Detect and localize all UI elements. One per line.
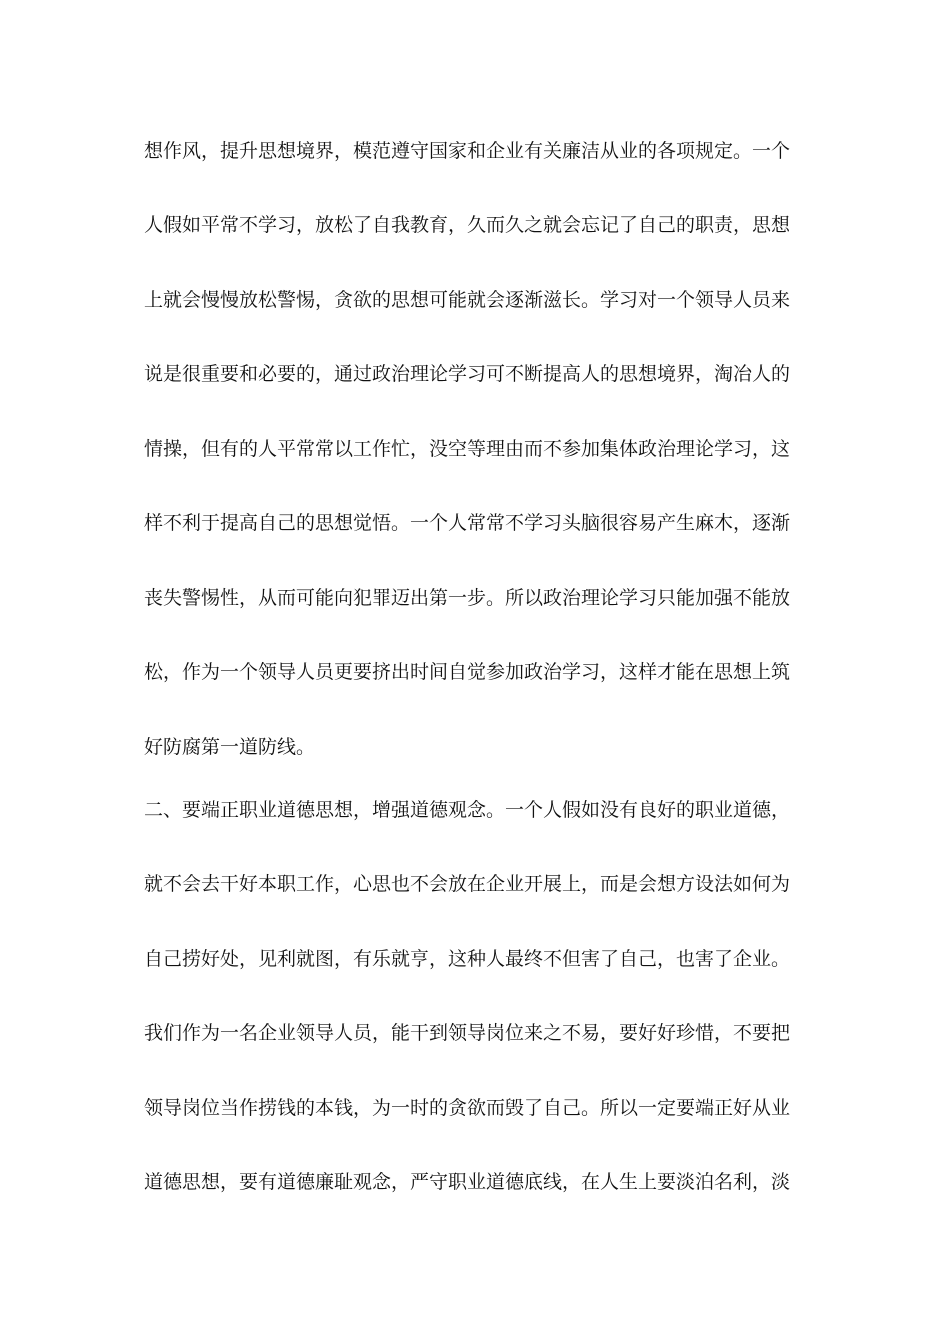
text-line-14: 领导岗位当作捞钱的本钱，为一时的贪欲而毁了自己。所以一定要端正好从业 [144,1097,791,1119]
text-line-3: 上就会慢慢放松警惕，贪欲的思想可能就会逐渐滋长。学习对一个领导人员来 [144,289,791,311]
text-line-9: 好防腐第一道防线。 [144,736,316,758]
text-line-6: 样不利于提高自己的思想觉悟。一个人常常不学习头脑很容易产生麻木，逐渐 [144,512,791,534]
text-line-4: 说是很重要和必要的，通过政治理论学习可不断提高人的思想境界，淘冶人的 [144,363,791,385]
text-line-15: 道德思想，要有道德廉耻观念，严守职业道德底线，在人生上要淡泊名利，淡 [144,1171,791,1193]
text-line-7: 丧失警惕性，从而可能向犯罪迈出第一步。所以政治理论学习只能加强不能放 [144,587,791,609]
text-line-8: 松，作为一个领导人员更要挤出时间自觉参加政治学习，这样才能在思想上筑 [144,661,791,683]
text-line-10: 二、要端正职业道德思想，增强道德观念。一个人假如没有良好的职业道德， [144,799,791,821]
text-line-1: 想作风，提升思想境界，模范遵守国家和企业有关廉洁从业的各项规定。一个 [144,140,791,162]
text-line-5: 情操，但有的人平常常以工作忙，没空等理由而不参加集体政治理论学习，这 [144,438,791,460]
text-line-11: 就不会去干好本职工作，心思也不会放在企业开展上，而是会想方设法如何为 [144,873,791,895]
text-line-12: 自己捞好处，见利就图，有乐就亨，这种人最终不但害了自己，也害了企业。 [144,948,791,970]
text-line-13: 我们作为一名企业领导人员，能干到领导岗位来之不易，要好好珍惜，不要把 [144,1022,791,1044]
text-line-2: 人假如平常不学习，放松了自我教育，久而久之就会忘记了自己的职责，思想 [144,214,791,236]
